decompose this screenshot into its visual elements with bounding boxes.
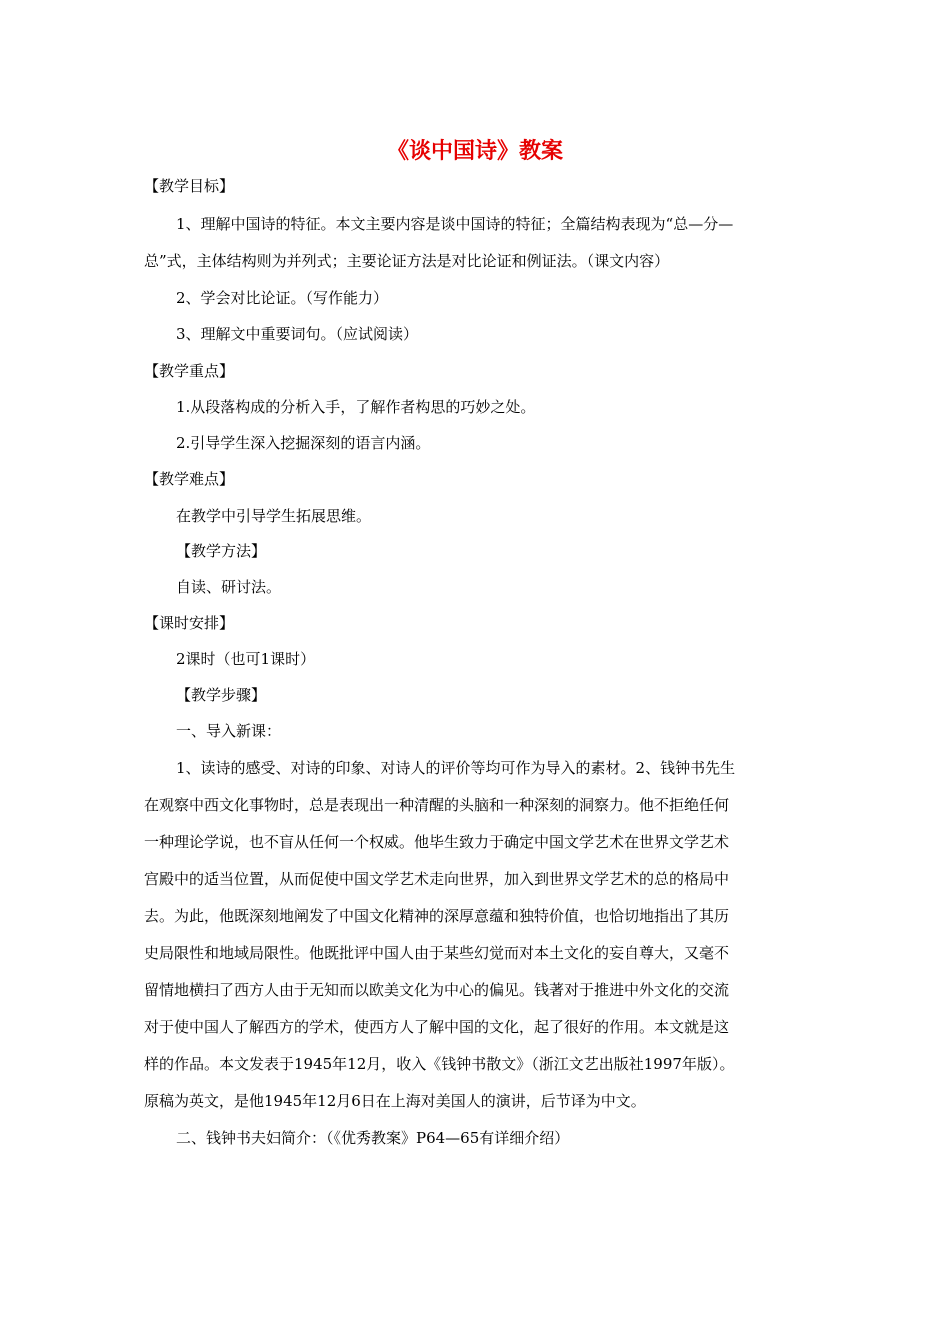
paragraph-line: 留情地横扫了西方人由于无知而以欧美文化为中心的偏见。钱著对于推进中外文化的交流 [144, 981, 730, 999]
paragraph-line: 1、理解中国诗的特征。本文主要内容是谈中国诗的特征；全篇结构表现为“总—分— [176, 215, 734, 233]
paragraph-line: 2、学会对比论证。（写作能力） [176, 289, 389, 307]
section-heading-difficulties: 【教学难点】 [144, 470, 235, 488]
paragraph-line: 一、导入新课： [176, 722, 282, 740]
paragraph-line: 总”式，主体结构则为并列式；主要论证方法是对比论证和例证法。（课文内容） [144, 252, 670, 270]
paragraph-line: 宫殿中的适当位置，从而促使中国文学艺术走向世界，加入到世界文学艺术的总的格局中 [144, 870, 730, 888]
paragraph-line: 一种理论学说，也不盲从任何一个权威。他毕生致力于确定中国文学艺术在世界文学艺术 [144, 833, 730, 851]
paragraph-line: 2.引导学生深入挖掘深刻的语言内涵。 [176, 434, 431, 452]
paragraph-line: 史局限性和地域局限性。他既批评中国人由于某些幻觉而对本土文化的妄自尊大，又毫不 [144, 944, 730, 962]
paragraph-line: 1.从段落构成的分析入手，了解作者构思的巧妙之处。 [176, 398, 536, 416]
paragraph-line: 原稿为英文，是他1945年12月6日在上海对美国人的演讲，后节译为中文。 [144, 1092, 646, 1110]
section-heading-steps: 【教学步骤】 [176, 686, 267, 704]
paragraph-line: 3、理解文中重要词句。（应试阅读） [176, 325, 419, 343]
paragraph-line: 样的作品。本文发表于1945年12月，收入《钱钟书散文》（浙江文艺出版社1997年版）。 [144, 1055, 735, 1073]
paragraph-line: 对于使中国人了解西方的学术，使西方人了解中国的文化，起了很好的作用。本文就是这 [144, 1018, 730, 1036]
section-heading-key-points: 【教学重点】 [144, 362, 235, 380]
paragraph-line: 1、读诗的感受、对诗的印象、对诗人的评价等均可作为导入的素材。2、钱钟书先生 [176, 759, 736, 777]
paragraph-line: 2课时（也可1课时） [176, 650, 316, 668]
paragraph-line: 在观察中西文化事物时，总是表现出一种清醒的头脑和一种深刻的洞察力。他不拒绝任何 [144, 796, 730, 814]
document-title: 《谈中国诗》教案 [386, 139, 563, 164]
paragraph-line: 在教学中引导学生拓展思维。 [176, 507, 372, 525]
paragraph-line: 二、钱钟书夫妇简介：（《优秀教案》P64—65有详细介绍） [176, 1129, 570, 1147]
section-heading-methods: 【教学方法】 [176, 542, 267, 560]
section-heading-objectives: 【教学目标】 [144, 177, 235, 195]
paragraph-line: 去。为此，他既深刻地阐发了中国文化精神的深厚意蕴和独特价值，也恰切地指出了其历 [144, 907, 730, 925]
section-heading-schedule: 【课时安排】 [144, 614, 235, 632]
paragraph-line: 自读、研讨法。 [176, 578, 282, 596]
